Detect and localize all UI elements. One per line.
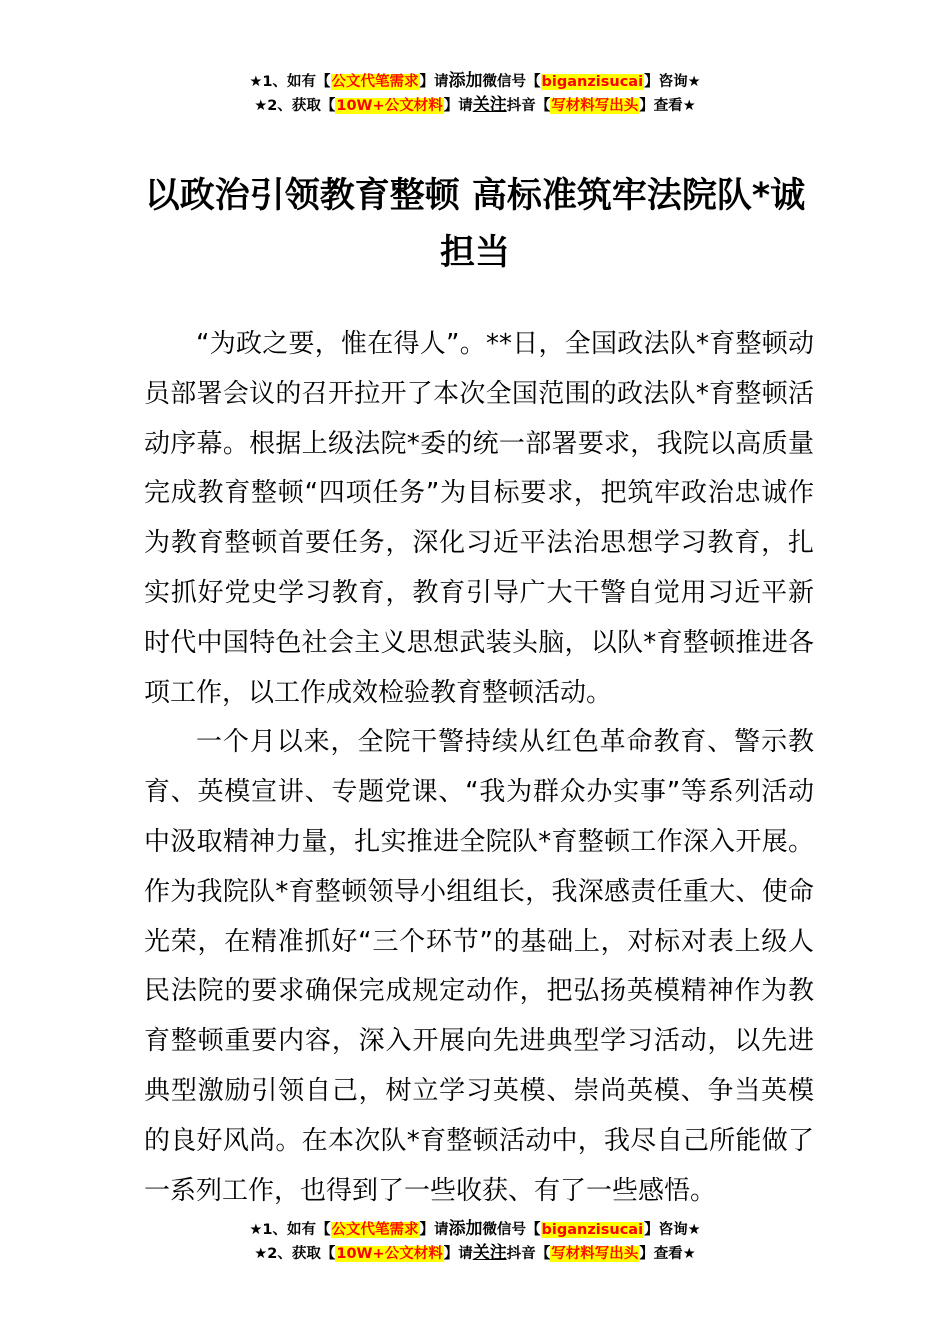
promo-emphasis-follow: 关注 xyxy=(472,1243,507,1263)
star-icon: ★ xyxy=(682,1246,696,1262)
promo-highlight-wechat-id: biganzisucai xyxy=(541,74,644,90)
promo-text: 】请 xyxy=(419,1222,449,1238)
header-promo-line-1 xyxy=(0,70,950,94)
promo-text: 抖音【 xyxy=(506,1246,551,1262)
promo-text: 2、获取【 xyxy=(267,1246,336,1262)
footer-promo-line-1 xyxy=(0,1218,950,1242)
promo-text: 】请 xyxy=(443,1246,473,1262)
promo-text: 】咨询 xyxy=(644,74,688,90)
promo-text: 】请 xyxy=(419,74,449,90)
promo-highlight-wechat-id: biganzisucai xyxy=(541,1222,644,1238)
promo-text: 】请 xyxy=(443,98,473,114)
promo-text: 2、获取【 xyxy=(267,98,336,114)
promo-text: 1、如有【 xyxy=(262,74,331,90)
promo-text: 】咨询 xyxy=(644,1222,688,1238)
promo-emphasis-follow: 关注 xyxy=(472,95,507,115)
body-paragraph-2: 一个月以来，全院干警持续从红色革命教育、警示教育、英模宣讲、专题党课、“我为群众办实事”等系列活动中汲取精神力量，扎实推进全院队*育整顿工作深入开展。作为我院队*育整顿领导小组组长，我深感责任重大、使命光荣，在精准抓好“三个环节”的基础上，对标对表上级人民法院的要求确保完成规定动作，把弘扬英模精神作为教育整顿重要内容，深入开展向先进典型学习活动，以先进典型激励引领自己，树立学习英模、崇尚英模、争当英模的良好风尚。在本次队*育整顿活动中，我尽自己所能做了一系列工作，也得到了一些收获、有了一些感悟。 xyxy=(144,727,814,1206)
promo-text: 微信号【 xyxy=(482,74,541,90)
star-icon: ★ xyxy=(682,98,696,114)
header-promo-line-2 xyxy=(0,94,950,118)
promo-text: 1、如有【 xyxy=(262,1222,331,1238)
star-icon: ★ xyxy=(254,98,268,114)
promo-emphasis-add: 添加 xyxy=(448,1219,483,1239)
promo-highlight-materials: 10W+公文材料 xyxy=(336,1246,443,1262)
promo-highlight-service: 公文代笔需求 xyxy=(331,1222,419,1238)
promo-text: 】查看 xyxy=(639,98,683,114)
header-promo-banner xyxy=(0,70,950,118)
document-title xyxy=(100,168,850,282)
promo-highlight-douyin-account: 写材料写出头 xyxy=(551,1246,639,1262)
promo-highlight-service: 公文代笔需求 xyxy=(331,74,419,90)
document-body xyxy=(144,320,814,1216)
star-icon: ★ xyxy=(254,1246,268,1262)
promo-text: 抖音【 xyxy=(506,98,551,114)
star-icon: ★ xyxy=(687,1222,701,1238)
promo-emphasis-add: 添加 xyxy=(448,71,483,91)
body-paragraph-1: “为政之要，惟在得人”。**日，全国政法队*育整顿动员部署会议的召开拉开了本次全国范围的政法队*育整顿活动序幕。根据上级法院*委的统一部署要求，我院以高质量完成教育整顿“四项任务”为目标要求，把筑牢政治忠诚作为教育整顿首要任务，深化习近平法治思想学习教育，扎实抓好党史学习教育，教育引导广大干警自觉用习近平新时代中国特色社会主义思想武装头脑，以队*育整顿推进各项工作，以工作成效检验教育整顿活动。 xyxy=(144,329,814,708)
footer-promo-line-2 xyxy=(0,1242,950,1266)
promo-text: 】查看 xyxy=(639,1246,683,1262)
promo-text: 微信号【 xyxy=(482,1222,541,1238)
promo-highlight-douyin-account: 写材料写出头 xyxy=(551,98,639,114)
document-title-line-2: 担当 xyxy=(439,233,510,273)
star-icon: ★ xyxy=(249,74,263,90)
promo-highlight-materials: 10W+公文材料 xyxy=(336,98,443,114)
document-title-line-1: 以政治引领教育整顿 高标准筑牢法院队*诚 xyxy=(144,176,806,216)
footer-promo-banner xyxy=(0,1218,950,1266)
star-icon: ★ xyxy=(687,74,701,90)
star-icon: ★ xyxy=(249,1222,263,1238)
